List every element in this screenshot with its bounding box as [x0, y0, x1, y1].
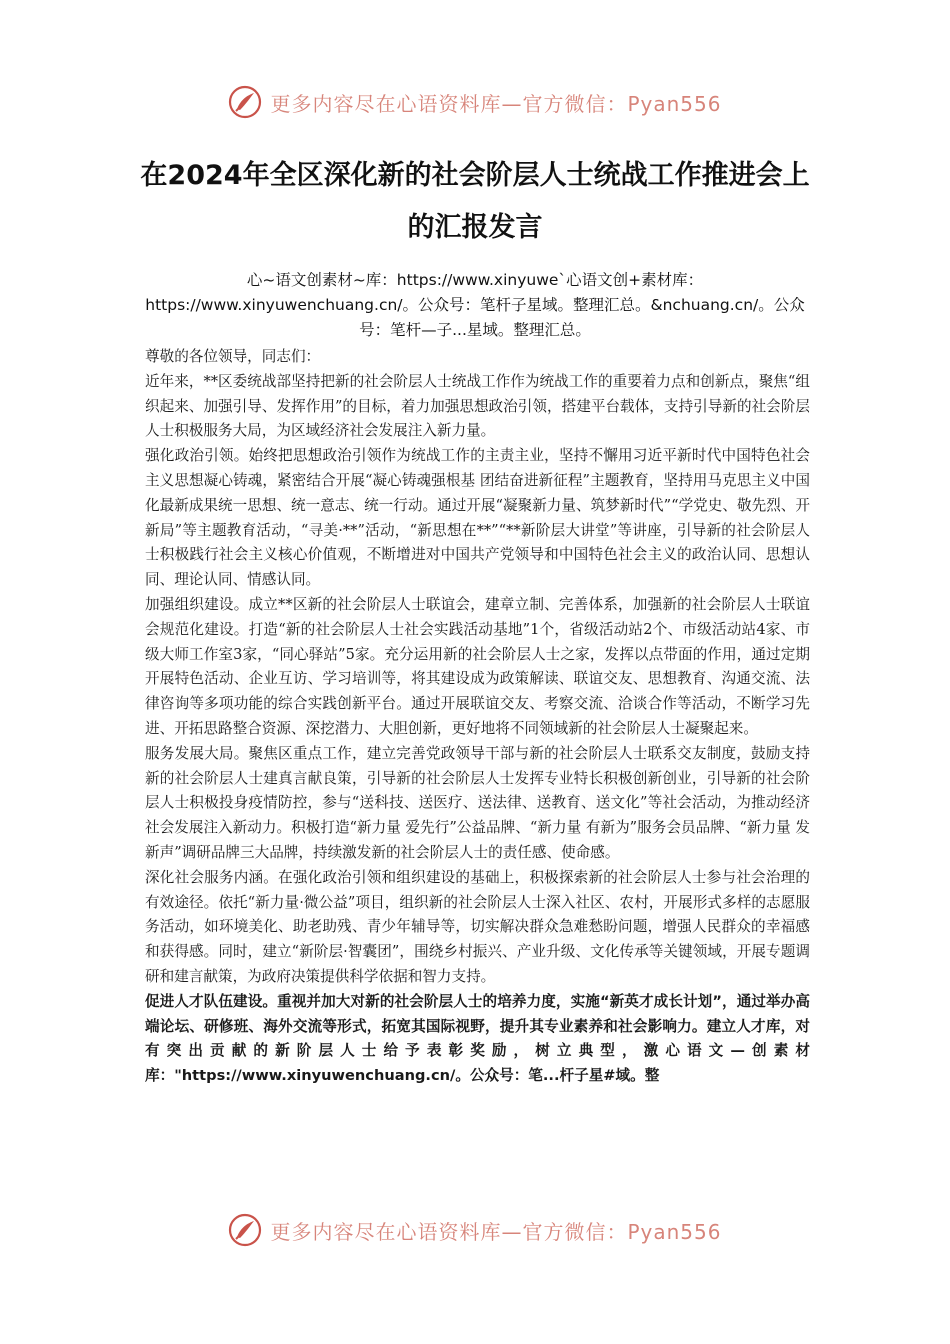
document-title: 在2024年全区深化新的社会阶层人士统战工作推进会上的汇报发言 [140, 160, 810, 243]
brand-logo-icon [228, 85, 262, 119]
body-paragraph: 加强组织建设。成立**区新的社会阶层人士联谊会，建章立制、完善体系，加强新的社会阶层人士联谊会规范化建设。打造“新的社会阶层人士社会实践活动基地”1个，省级活动站2个、市级活动站4家、市级大师工作室3家，“同心驿站”5家。充分运用新的社会阶层人士之家，发挥以点带面的作用，通过定期开展特色活动、企业互访、学习培训等，将其建设成为政策解读、联谊交友、思想教育、沟通交流、法律咨询等多项功能的综合实践创新平台。通过开展联谊交友、考察交流、洽谈合作等活动，不断学习先进、开拓思路整合资源、深挖潜力、大胆创新，更好地将不同领域新的社会阶层人士凝聚起来。 [145, 595, 810, 737]
body-paragraph: 近年来，**区委统战部坚持把新的社会阶层人士统战工作作为统战工作的重要着力点和创新点，聚焦“组织起来、加强引导、发挥作用”的目标，着力加强思想政治引领，搭建平台载体，支持引导新的社会阶层人士积极服务大局，为区域经济社会发展注入新力量。 [145, 372, 810, 440]
watermark-text: 更多内容尽在心语资料库—官方微信：Pyan556 [270, 1219, 722, 1244]
footer-watermark-banner [0, 1208, 950, 1252]
body-paragraph: 促进人才队伍建设。重视并加大对新的社会阶层人士的培养力度，实施“新英才成长计划”，通过举办高端论坛、研修班、海外交流等形式，拓宽其国际视野，提升其专业素养和社会影响力。建立人才库，对有突出贡献的新阶层人士给予表彰奖励，树立典型，激心语文—创素材库："https://www.xinyuwenchuang.cn/。公众号：笔...杆子星#域。整 [145, 992, 810, 1085]
header-watermark-banner [0, 80, 950, 124]
body-paragraph: 服务发展大局。聚焦区重点工作，建立完善党政领导干部与新的社会阶层人士联系交友制度，鼓励支持新的社会阶层人士建真言献良策，引导新的社会阶层人士发挥专业特长积极创新创业，引导新的社会阶层人士积极投身疫情防控，参与“送科技、送医疗、送法律、送教育、送文化”等社会活动，为推动经济社会发展注入新动力。积极打造“新力量 爱先行”公益品牌、“新力量 有新为”服务会员品牌、“新力量 发新声”调研品牌三大品牌，持续激发新的社会阶层人士的责任感、使命感。 [145, 744, 810, 861]
watermark-text: 更多内容尽在心语资料库—官方微信：Pyan556 [270, 91, 722, 116]
source-line: 心~语文创素材~库：https://www.xinyuwe`心语文创+素材库：https://www.xinyuwenchuang.cn/。公众号：笔杆子星域。整理汇总。&nchuang.cn/。公众号：笔杆—子...星域。整理汇总。 [145, 271, 805, 339]
body-paragraph: 强化政治引领。始终把思想政治引领作为统战工作的主责主业，坚持不懈用习近平新时代中国特色社会主义思想凝心铸魂，紧密结合开展“凝心铸魂强根基 团结奋进新征程”主题教育，坚持用马克思主义中国化最新成果统一思想、统一意志、统一行动。通过开展“凝聚新力量、筑梦新时代”“学党史、敬先烈、开新局”等主题教育活动，“寻美·**”活动，“新思想在**”“**新阶层大讲堂”等讲座，引导新的社会阶层人士积极践行社会主义核心价值观，不断增进对中国共产党领导和中国特色社会主义的政治认同、思想认同、理论认同、情感认同。 [145, 447, 810, 589]
document-body [145, 345, 810, 1089]
salutation: 尊敬的各位领导，同志们： [145, 348, 321, 365]
body-paragraph: 深化社会服务内涵。在强化政治引领和组织建设的基础上，积极探索新的社会阶层人士参与社会治理的有效途径。依托“新力量·微公益”项目，组织新的社会阶层人士深入社区、农村，开展形式多样的志愿服务活动，如环境美化、助老助残、青少年辅导等，切实解决群众急难愁盼问题，增强人民群众的幸福感和获得感。同时，建立“新阶层·智囊团”，围绕乡村振兴、产业升级、文化传承等关键领域，开展专题调研和建言献策，为政府决策提供科学依据和智力支持。 [145, 868, 810, 985]
brand-logo-icon [228, 1213, 262, 1247]
